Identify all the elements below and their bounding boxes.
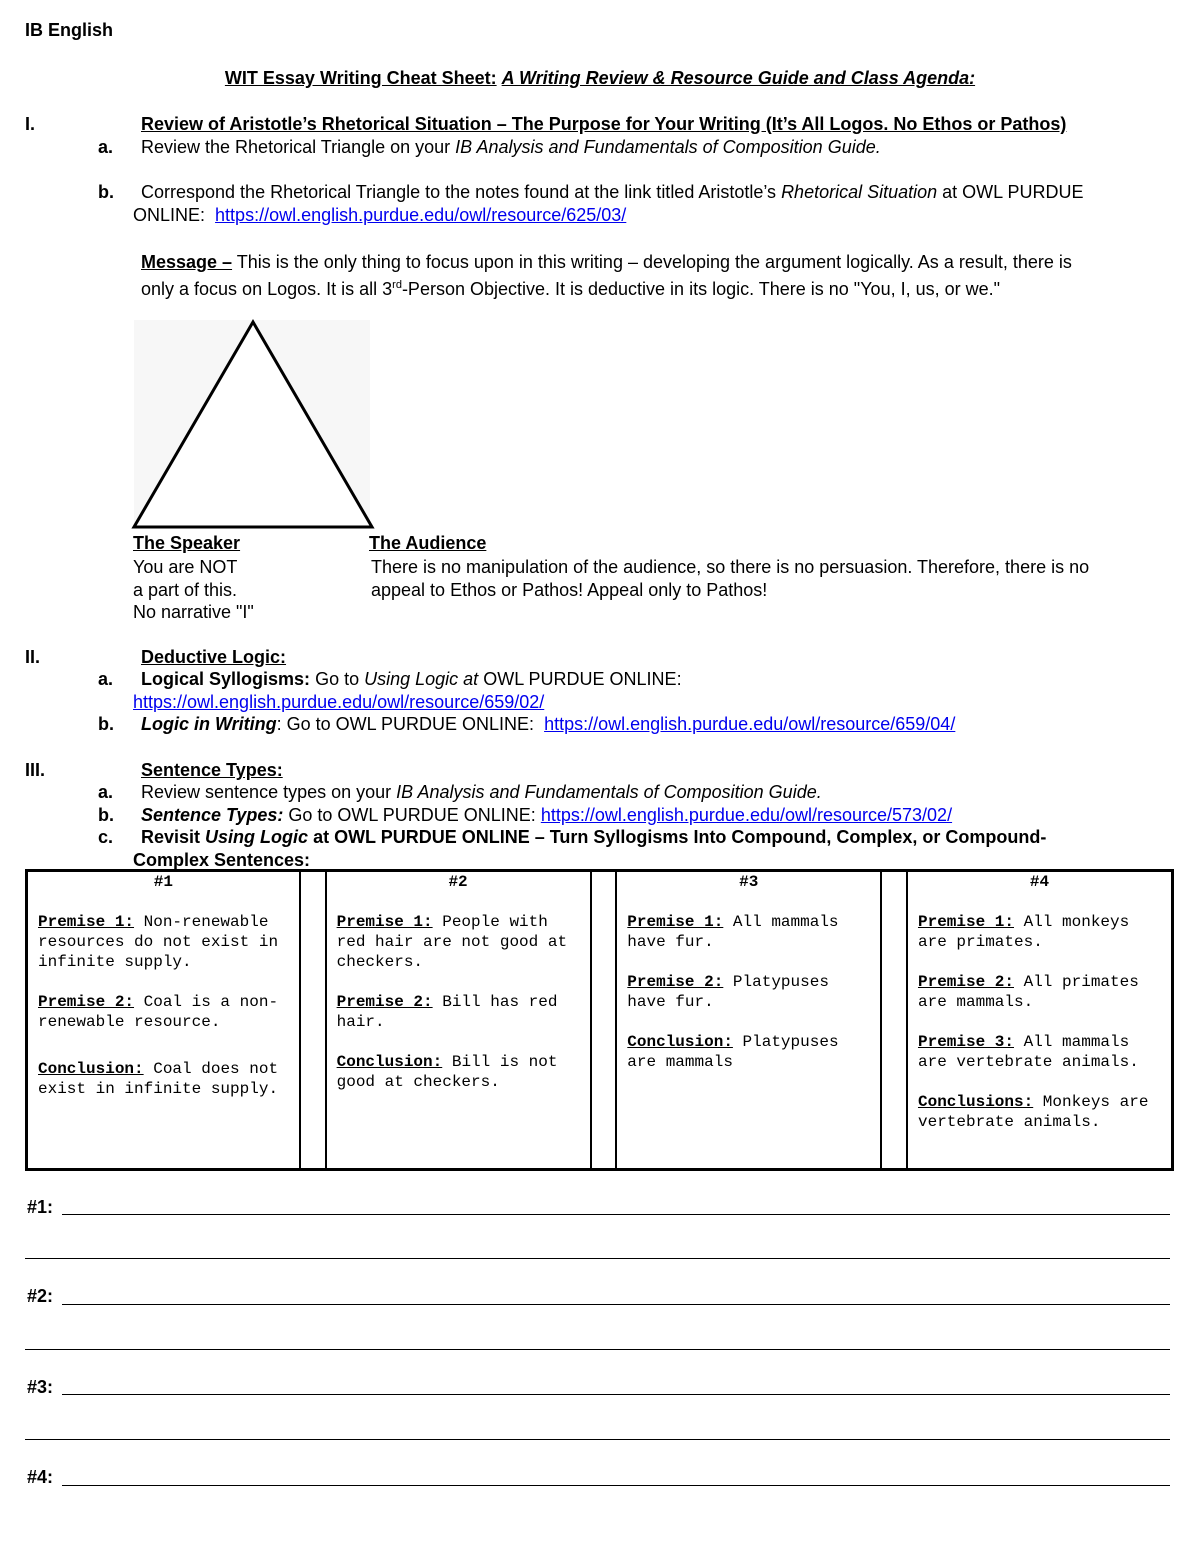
- item-2b-label: b.: [98, 714, 114, 734]
- answer-label-2: #2:: [27, 1286, 54, 1306]
- page-title: [0, 68, 1200, 89]
- section-1-numeral: I.: [25, 114, 36, 134]
- section-1-heading: Review of Aristotle’s Rhetorical Situation – The Purpose for Your Writing (It’s All Logos. No Ethos or Pathos): [141, 114, 1067, 134]
- audience-heading: The Audience: [369, 533, 487, 553]
- item-1a-label: a.: [98, 137, 114, 157]
- item-3b-label: b.: [98, 805, 114, 825]
- course-title: IB English: [25, 20, 114, 40]
- title-subtitle: A Writing Review & Resource Guide and Class Agenda:: [501, 68, 976, 88]
- answer-line-1b[interactable]: [25, 1258, 1170, 1259]
- owl-link-625[interactable]: https://owl.english.purdue.edu/owl/resource/625/03/: [215, 205, 627, 225]
- item-3c-text: Revisit Using Logic at OWL PURDUE ONLINE – Turn Syllogisms Into Compound, Complex, or Compound-: [141, 827, 1047, 847]
- item-3c-label: c.: [98, 827, 114, 847]
- item-3b-text: Sentence Types: Go to OWL PURDUE ONLINE: https://owl.english.purdue.edu/owl/resource/573/02/: [141, 805, 953, 825]
- item-3a-text: Review sentence types on your IB Analysis and Fundamentals of Composition Guide.: [141, 782, 822, 802]
- item-1b-text: Correspond the Rhetorical Triangle to the notes found at the link titled Aristotle’s Rhetorical Situation at OWL PURDUE: [141, 182, 1084, 202]
- section-3-heading: Sentence Types:: [141, 760, 283, 780]
- item-1b-label: b.: [98, 182, 114, 202]
- audience-notes: There is no manipulation of the audience, so there is no persuasion. Therefore, there is no appeal to Ethos or Pathos! Appeal only to Pathos!: [371, 557, 1090, 600]
- item-3a-label: a.: [98, 782, 114, 802]
- message-line-1: Message – This is the only thing to focus upon in this writing – developing the argument logically. As a result, there is: [141, 252, 1072, 272]
- item-2a-label: a.: [98, 669, 114, 689]
- syllogism-table: [25, 869, 1174, 1171]
- message-label: Message –: [141, 252, 233, 272]
- answer-label-3: #3:: [27, 1377, 54, 1397]
- speaker-heading: The Speaker: [133, 533, 241, 553]
- item-2b-text: Logic in Writing: Go to OWL PURDUE ONLINE: https://owl.english.purdue.edu/owl/resource/659/04/: [141, 714, 956, 734]
- syllogism-cell-1: #1 Premise 1: Non-renewable resources do not exist in infinite supply. Premise 2: Coal is a non-renewable resource. Conclusion: Coal does not exist in infinite supply.: [27, 871, 300, 1170]
- syllogism-cell-3: #3 Premise 1: All mammals have fur. Premise 2: Platypuses have fur. Conclusion: Platypuses are mammals: [616, 871, 881, 1170]
- section-2-numeral: II.: [25, 647, 41, 667]
- answer-line-2b[interactable]: [25, 1349, 1170, 1350]
- message-line-2: only a focus on Logos. It is all 3rd-Person Objective. It is deductive in its logic. There is no "You, I, us, or we.": [141, 279, 1000, 299]
- answer-line-3b[interactable]: [25, 1439, 1170, 1440]
- rhetorical-triangle: [128, 316, 378, 532]
- answer-label-4: #4:: [27, 1467, 54, 1487]
- section-3-numeral: III.: [25, 760, 46, 780]
- section-2-heading: Deductive Logic:: [141, 647, 287, 667]
- item-2a-text: Logical Syllogisms: Go to Using Logic at OWL PURDUE ONLINE:: [141, 669, 682, 689]
- owl-link-573[interactable]: https://owl.english.purdue.edu/owl/resource/573/02/: [540, 805, 953, 825]
- syllogism-cell-4: #4 Premise 1: All monkeys are primates. Premise 2: All primates are mammals. Premise 3: All mammals are vertebrate animals. Conclusions: Monkeys are vertebrate animals.: [907, 871, 1173, 1170]
- answer-line-1[interactable]: [62, 1214, 1170, 1215]
- item-1a-text: Review the Rhetorical Triangle on your IB Analysis and Fundamentals of Composition Guide.: [141, 137, 881, 157]
- answer-line-2[interactable]: [62, 1304, 1170, 1305]
- answer-line-3[interactable]: [62, 1394, 1170, 1395]
- speaker-notes: You are NOT a part of this. No narrative "I": [133, 557, 254, 622]
- owl-link-659-02[interactable]: https://owl.english.purdue.edu/owl/resource/659/02/: [133, 692, 545, 712]
- answer-line-4[interactable]: [62, 1485, 1170, 1486]
- answer-label-1: #1:: [27, 1197, 54, 1217]
- item-1b-text-cont: ONLINE: https://owl.english.purdue.edu/owl/resource/625/03/: [133, 205, 627, 225]
- title-main: WIT Essay Writing Cheat Sheet:: [224, 68, 497, 88]
- owl-link-659-04[interactable]: https://owl.english.purdue.edu/owl/resource/659/04/: [544, 714, 956, 734]
- syllogism-cell-2: #2 Premise 1: People with red hair are not good at checkers. Premise 2: Bill has red hair. Conclusion: Bill is not good at checkers.: [326, 871, 591, 1170]
- item-3c-text-cont: Complex Sentences:: [133, 850, 311, 870]
